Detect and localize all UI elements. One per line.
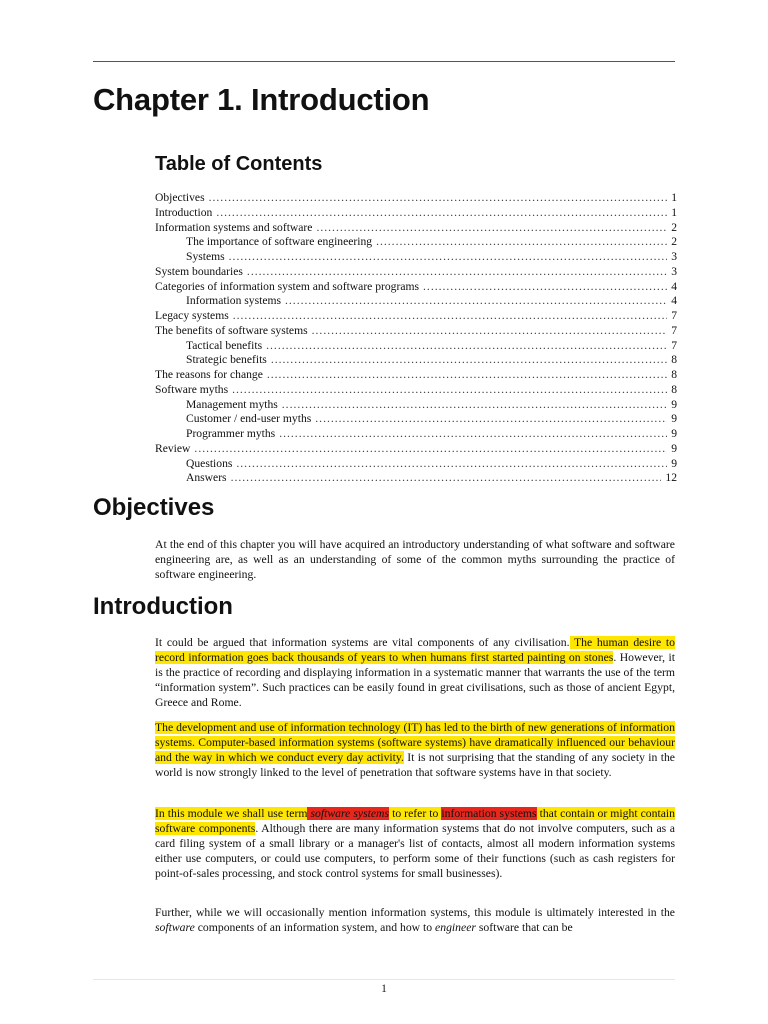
- text-run: . However, it is the practice of recording and displaying information in a systematic manner that warrants the use of the term “information system”. Such practices can be easily found in great civilisations, such as those of ancient Egypt, Greece and Rome.: [155, 651, 675, 709]
- toc-entry-label: Categories of information system and software programs: [155, 279, 420, 293]
- toc-entry-page: 7: [671, 338, 677, 352]
- toc-entry[interactable]: [155, 250, 677, 265]
- toc-leader-dots: [279, 427, 667, 442]
- toc-leader-dots: [229, 250, 668, 265]
- toc-entry[interactable]: [155, 221, 677, 236]
- text-run: It could be argued that information systems are vital components of any civilisation.: [155, 636, 570, 649]
- toc-entry-label: Questions: [186, 456, 233, 470]
- toc-entry-label: Management myths: [186, 397, 278, 411]
- table-of-contents: [155, 191, 677, 486]
- toc-leader-dots: [231, 471, 662, 486]
- toc-entry[interactable]: [155, 191, 677, 206]
- toc-entry[interactable]: [155, 427, 677, 442]
- toc-leader-dots: [282, 398, 667, 413]
- intro-paragraph-3: [155, 806, 675, 881]
- toc-entry-page: 9: [671, 412, 677, 426]
- highlight: The human desire to record information goes back thousands of years to when humans first started painting on stones: [155, 636, 675, 664]
- toc-entry[interactable]: [155, 309, 677, 324]
- toc-entry-page: 8: [671, 382, 677, 396]
- toc-heading: Table of Contents: [155, 153, 323, 175]
- objectives-heading: Objectives: [93, 494, 215, 521]
- emphasis: software: [155, 921, 195, 934]
- toc-entry-label: The benefits of software systems: [155, 323, 308, 337]
- intro-paragraph-1: [155, 635, 675, 710]
- toc-entry-page: 9: [671, 441, 677, 455]
- toc-entry-label: Tactical benefits: [186, 338, 263, 352]
- intro-paragraph-2: [155, 720, 675, 780]
- toc-entry-page: 12: [665, 471, 677, 485]
- toc-entry-page: 8: [671, 368, 677, 381]
- highlight: that contain or might contain software components: [155, 807, 675, 835]
- toc-entry-page: 2: [671, 235, 677, 249]
- toc-entry[interactable]: [155, 280, 677, 295]
- toc-entry-page: 8: [671, 353, 677, 367]
- text-run: . Although there are many information systems that do not involve computers, such as a card filing system of a small library or a manager's list of contacts, almost all modern information systems either use computers, or could use computers, to perform some of their functions (such as cash registers for point-of-sales processing, and stock control systems for small businesses).: [155, 822, 675, 880]
- toc-entry-page: 1: [671, 191, 677, 204]
- toc-entry-page: 4: [671, 294, 677, 308]
- toc-leader-dots: [247, 265, 667, 280]
- toc-entry-page: 9: [671, 397, 677, 411]
- toc-entry-page: 3: [671, 250, 677, 263]
- toc-leader-dots: [236, 457, 667, 472]
- toc-entry[interactable]: [155, 412, 677, 427]
- objectives-paragraph: At the end of this chapter you will have acquired an introductory understanding of what software and software engineering are, as well as an understanding of some of the common myths surrounding the practice of software engineering.: [155, 538, 675, 581]
- toc-leader-dots: [266, 339, 667, 354]
- toc-entry[interactable]: [155, 339, 677, 354]
- toc-entry-label: Review: [155, 441, 191, 455]
- toc-entry-label: Information systems and software: [155, 220, 313, 234]
- toc-entry-label: Information systems: [186, 294, 281, 308]
- highlight: In this module we shall use term: [155, 807, 308, 820]
- toc-entry[interactable]: [155, 471, 677, 486]
- toc-entry-label: System boundaries: [155, 264, 243, 278]
- toc-leader-dots: [316, 221, 667, 236]
- toc-leader-dots: [376, 235, 667, 250]
- text-run: Further, while we will occasionally mention information systems, this module is ultimately interested in the: [155, 906, 675, 919]
- header-rule: [93, 61, 675, 62]
- toc-entry[interactable]: [155, 235, 677, 250]
- toc-leader-dots: [194, 442, 667, 457]
- toc-entry[interactable]: [155, 368, 677, 383]
- text-run: It is not surprising that the standing of any society in the world is now strongly linked to the level of penetration that software systems have in that society.: [155, 751, 675, 779]
- toc-entry[interactable]: [155, 457, 677, 472]
- text-run: software that can be: [475, 921, 573, 934]
- toc-entry[interactable]: [155, 353, 677, 368]
- toc-entry-label: Answers: [186, 471, 227, 485]
- toc-entry-page: 9: [671, 456, 677, 470]
- toc-leader-dots: [312, 324, 668, 339]
- toc-leader-dots: [271, 353, 667, 368]
- text-run: components of an information system, and how to: [194, 921, 436, 934]
- toc-entry-label: Customer / end-user myths: [186, 412, 312, 426]
- toc-leader-dots: [285, 294, 667, 309]
- toc-entry-label: The importance of software engineering: [186, 235, 373, 249]
- toc-entry[interactable]: [155, 294, 677, 309]
- toc-entry-label: Legacy systems: [155, 309, 229, 322]
- toc-entry[interactable]: [155, 206, 677, 221]
- toc-entry-label: The reasons for change: [155, 368, 263, 381]
- toc-leader-dots: [315, 412, 667, 427]
- toc-entry-label: Systems: [186, 250, 225, 263]
- highlight-red-term: information systems: [441, 807, 537, 820]
- toc-leader-dots: [209, 191, 668, 206]
- toc-entry[interactable]: [155, 442, 677, 457]
- toc-entry[interactable]: [155, 324, 677, 339]
- toc-entry[interactable]: [155, 383, 677, 398]
- highlight: to refer to: [389, 807, 442, 820]
- toc-entry-label: Programmer myths: [186, 427, 276, 440]
- page-number: 1: [381, 983, 387, 995]
- toc-entry-page: 7: [671, 323, 677, 337]
- toc-leader-dots: [232, 383, 667, 398]
- introduction-heading: Introduction: [93, 593, 233, 620]
- toc-entry-label: Introduction: [155, 205, 213, 219]
- toc-entry-label: Objectives: [155, 191, 205, 204]
- intro-paragraph-4: [155, 905, 675, 935]
- toc-entry-page: 7: [671, 309, 677, 322]
- footer-rule: [93, 979, 675, 980]
- toc-leader-dots: [216, 206, 667, 221]
- toc-entry-page: 4: [671, 279, 677, 293]
- toc-entry-label: Strategic benefits: [186, 353, 267, 367]
- highlight-red-term: software systems: [307, 807, 390, 820]
- toc-entry-label: Software myths: [155, 382, 229, 396]
- toc-entry[interactable]: [155, 265, 677, 280]
- toc-entry-page: 2: [671, 220, 677, 234]
- toc-leader-dots: [423, 280, 667, 295]
- toc-entry-page: 1: [671, 205, 677, 219]
- toc-leader-dots: [233, 309, 667, 324]
- toc-entry[interactable]: [155, 398, 677, 413]
- toc-entry-page: 9: [671, 427, 677, 440]
- toc-leader-dots: [267, 368, 667, 383]
- chapter-title: Chapter 1. Introduction: [93, 82, 430, 117]
- highlight: The development and use of information technology (IT) has led to the birth of new generations of information systems. Computer-based information systems (software systems) have dramatically influenced our behaviour and the way in which we conduct every day activity.: [155, 721, 675, 764]
- emphasis: engineer: [435, 921, 476, 934]
- toc-entry-page: 3: [671, 264, 677, 278]
